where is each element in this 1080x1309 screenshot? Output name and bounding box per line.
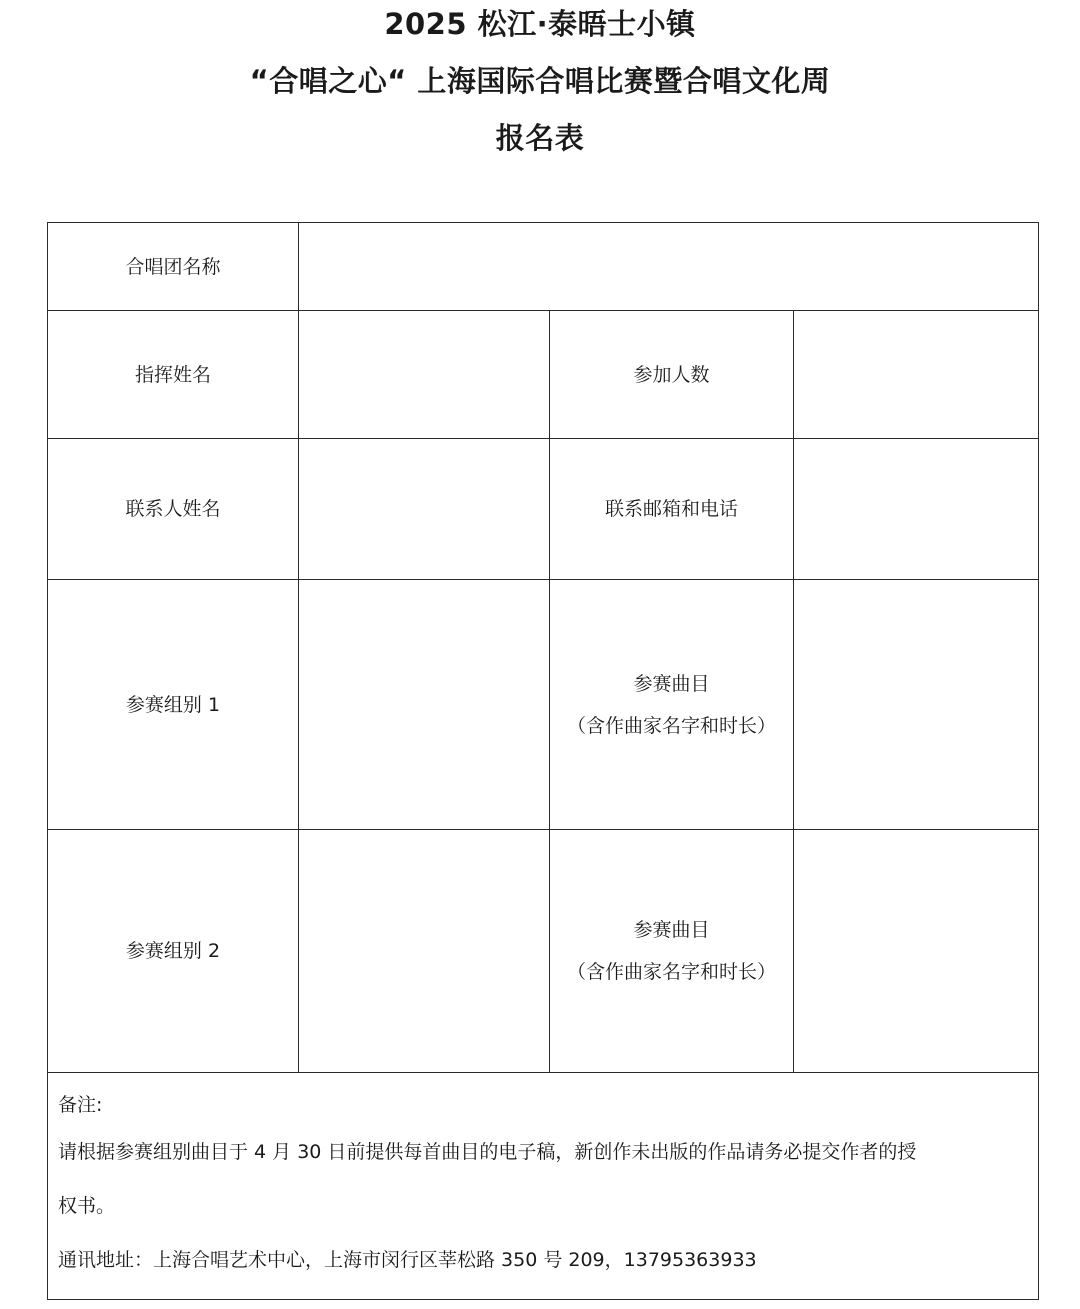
participants-count-field[interactable] [794, 311, 1039, 439]
contact-name-field[interactable] [299, 439, 550, 580]
contact-name-label: 联系人姓名 [48, 439, 299, 580]
table-row [48, 223, 1039, 311]
contact-email-phone-label: 联系邮箱和电话 [550, 439, 794, 580]
table-row [48, 580, 1039, 830]
form-title-line-3: 报名表 [495, 121, 585, 155]
group-1-repertoire-note: （含作曲家名字和时长） [566, 714, 776, 737]
notes-instruction-continued: 权书。 [58, 1195, 116, 1217]
group-2-repertoire-label-cell [550, 830, 794, 1073]
contact-email-phone-field[interactable] [794, 439, 1039, 580]
group-2-label: 参赛组别 2 [48, 830, 299, 1073]
group-2-field[interactable] [299, 830, 550, 1073]
table-row [48, 1073, 1039, 1300]
table-row [48, 439, 1039, 580]
notes-instruction: 请根据参赛组别曲目于 4 月 30 日前提供每首曲目的电子稿，新创作未出版的作品请务必提交作者的授 [58, 1141, 917, 1163]
group-1-field[interactable] [299, 580, 550, 830]
group-1-repertoire-label-cell [550, 580, 794, 830]
notes-heading: 备注: [58, 1094, 103, 1116]
group-2-repertoire-field[interactable] [794, 830, 1039, 1073]
conductor-name-label: 指挥姓名 [48, 311, 299, 439]
group-2-repertoire-label: 参赛曲目 [633, 919, 710, 941]
group-2-repertoire-note: （含作曲家名字和时长） [566, 961, 776, 983]
group-1-repertoire-field[interactable] [794, 580, 1039, 830]
table-row [48, 311, 1039, 439]
group-1-repertoire-label: 参赛曲目 [633, 672, 710, 695]
participants-count-label: 参加人数 [550, 311, 794, 439]
form-title-line-2: “合唱之心“ 上海国际合唱比赛暨合唱文化周 [249, 64, 831, 98]
registration-form-table [47, 222, 1039, 1300]
choir-name-field[interactable] [299, 223, 1039, 311]
notes-mailing-address: 通讯地址：上海合唱艺术中心，上海市闵行区莘松路 350 号 209，13795363933 [58, 1249, 757, 1271]
group-1-label: 参赛组别 1 [48, 580, 299, 830]
table-row [48, 830, 1039, 1073]
conductor-name-field[interactable] [299, 311, 550, 439]
form-title-line-1: 2025 松江·泰晤士小镇 [384, 7, 696, 41]
notes-cell [48, 1073, 1039, 1300]
choir-name-label: 合唱团名称 [48, 223, 299, 311]
